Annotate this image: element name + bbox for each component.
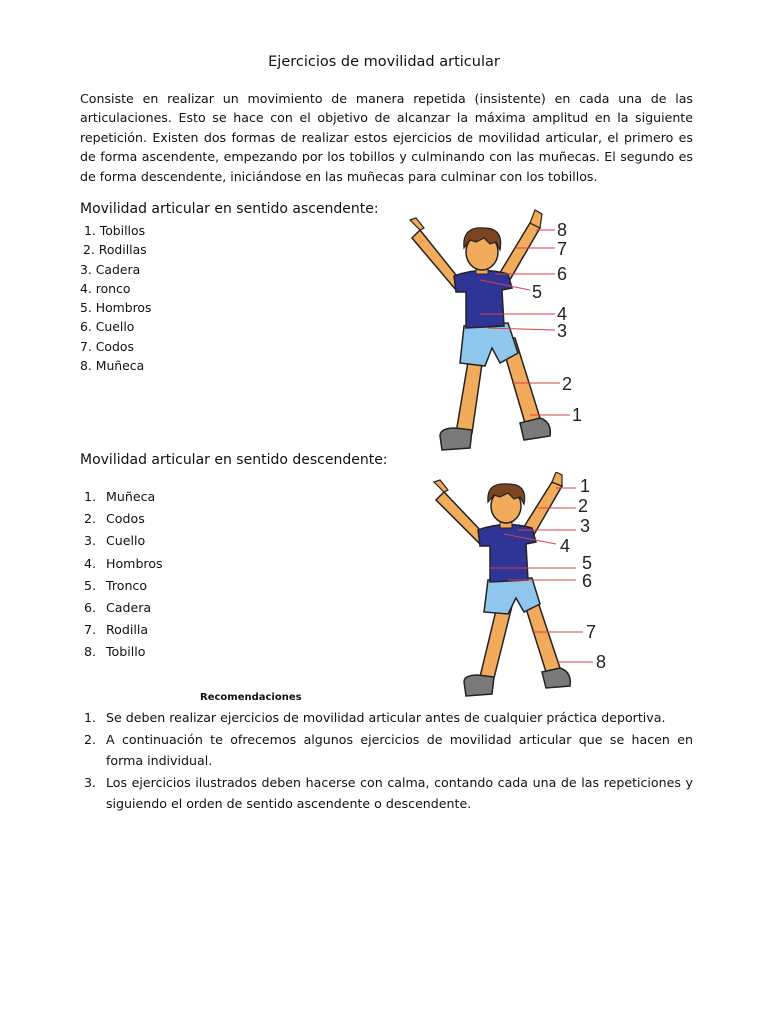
list-item [80,729,693,772]
item-text: Se deben realizar ejercicios de movilidad articular antes de cualquier práctica deportiva. [106,710,666,725]
list-item: 8. Muñeca [80,358,145,374]
figure-label: 8 [557,220,568,240]
page-title: Ejercicios de movilidad articular [268,54,500,70]
item-number: 7. [84,622,97,638]
figure-label: 7 [586,622,597,642]
list-item: 5. Hombros [80,300,152,316]
item-number: 2. [84,731,97,747]
item-number: 3. [84,774,97,790]
intro-paragraph: Consiste en realizar un movimiento de manera repetida (insistente) en cada una de las articulaciones. Esto se hace con el objetivo de alcanzar la máxima amplitud en la siguiente repetición. Existen dos formas de realizar estos ejercicios de movilidad articular, el primero es de forma ascendente, empezando por los tobillos y culminando con las muñecas. El segundo es de forma descendente, iniciándose en las muñecas para culminar con los tobillos. [80,91,693,184]
person-illustration [434,472,570,696]
recommendations-heading: Recomendaciones [200,692,302,703]
figure-label: 3 [557,321,568,341]
list-item [80,707,693,729]
figure-label: 8 [596,652,607,672]
figure-label: 3 [580,516,591,536]
item-text: Cadera [106,599,152,615]
item-text: Codos [106,511,145,527]
list-item: 1. Tobillos [84,223,146,238]
figure-label: 1 [572,405,583,425]
item-number: 6. [84,599,97,615]
figure-labels [560,476,606,672]
item-text: Cuello [106,533,146,549]
figure-label: 1 [580,476,591,496]
item-number: 3. [84,533,97,549]
list-item: 3. Cadera [80,261,141,277]
item-text: Tobillo [106,644,146,660]
figure-label: 2 [578,496,589,516]
item-number: 8. [84,644,97,660]
item-number: 5. [84,577,97,593]
figure-label: 7 [557,239,568,259]
list-item: 6. Cuello [80,319,135,335]
descending-heading: Movilidad articular en sentido descendente: [80,452,388,468]
item-text: Muñeca [106,489,156,504]
item-text: Hombros [106,555,163,571]
ascending-list [80,221,151,375]
figure-label: 5 [582,553,593,573]
list-item [80,772,693,815]
list-item: 4. ronco [80,280,131,296]
figure-label: 2 [562,374,573,394]
figure-label: 5 [532,282,543,302]
figure-label: 6 [557,264,568,284]
figure-label: 4 [560,536,571,556]
item-text: Tronco [106,577,148,593]
item-number: 1. [84,489,97,504]
item-text: A continuación te ofrecemos algunos ejercicios de movilidad articular que se hacen en forma individual. [106,731,693,768]
item-number: 4. [84,555,97,571]
recommendations-list [80,707,693,815]
figure-labels [532,220,582,425]
descending-figure [428,472,618,702]
item-text: Rodilla [106,622,149,638]
ascending-figure [400,208,590,458]
list-item: 7. Codos [80,338,134,354]
figure-label: 4 [557,304,568,324]
list-item: 2. Rodillas [83,242,147,258]
item-number: 2. [84,511,97,527]
item-number: 1. [84,710,97,725]
ascending-heading: Movilidad articular en sentido ascendente: [80,201,379,217]
figure-label: 6 [582,571,593,591]
person-illustration [410,210,550,450]
item-text: Los ejercicios ilustrados deben hacerse con calma, contando cada una de las repeticiones y siguiendo el orden de sentido ascendente o descendente. [106,774,693,811]
